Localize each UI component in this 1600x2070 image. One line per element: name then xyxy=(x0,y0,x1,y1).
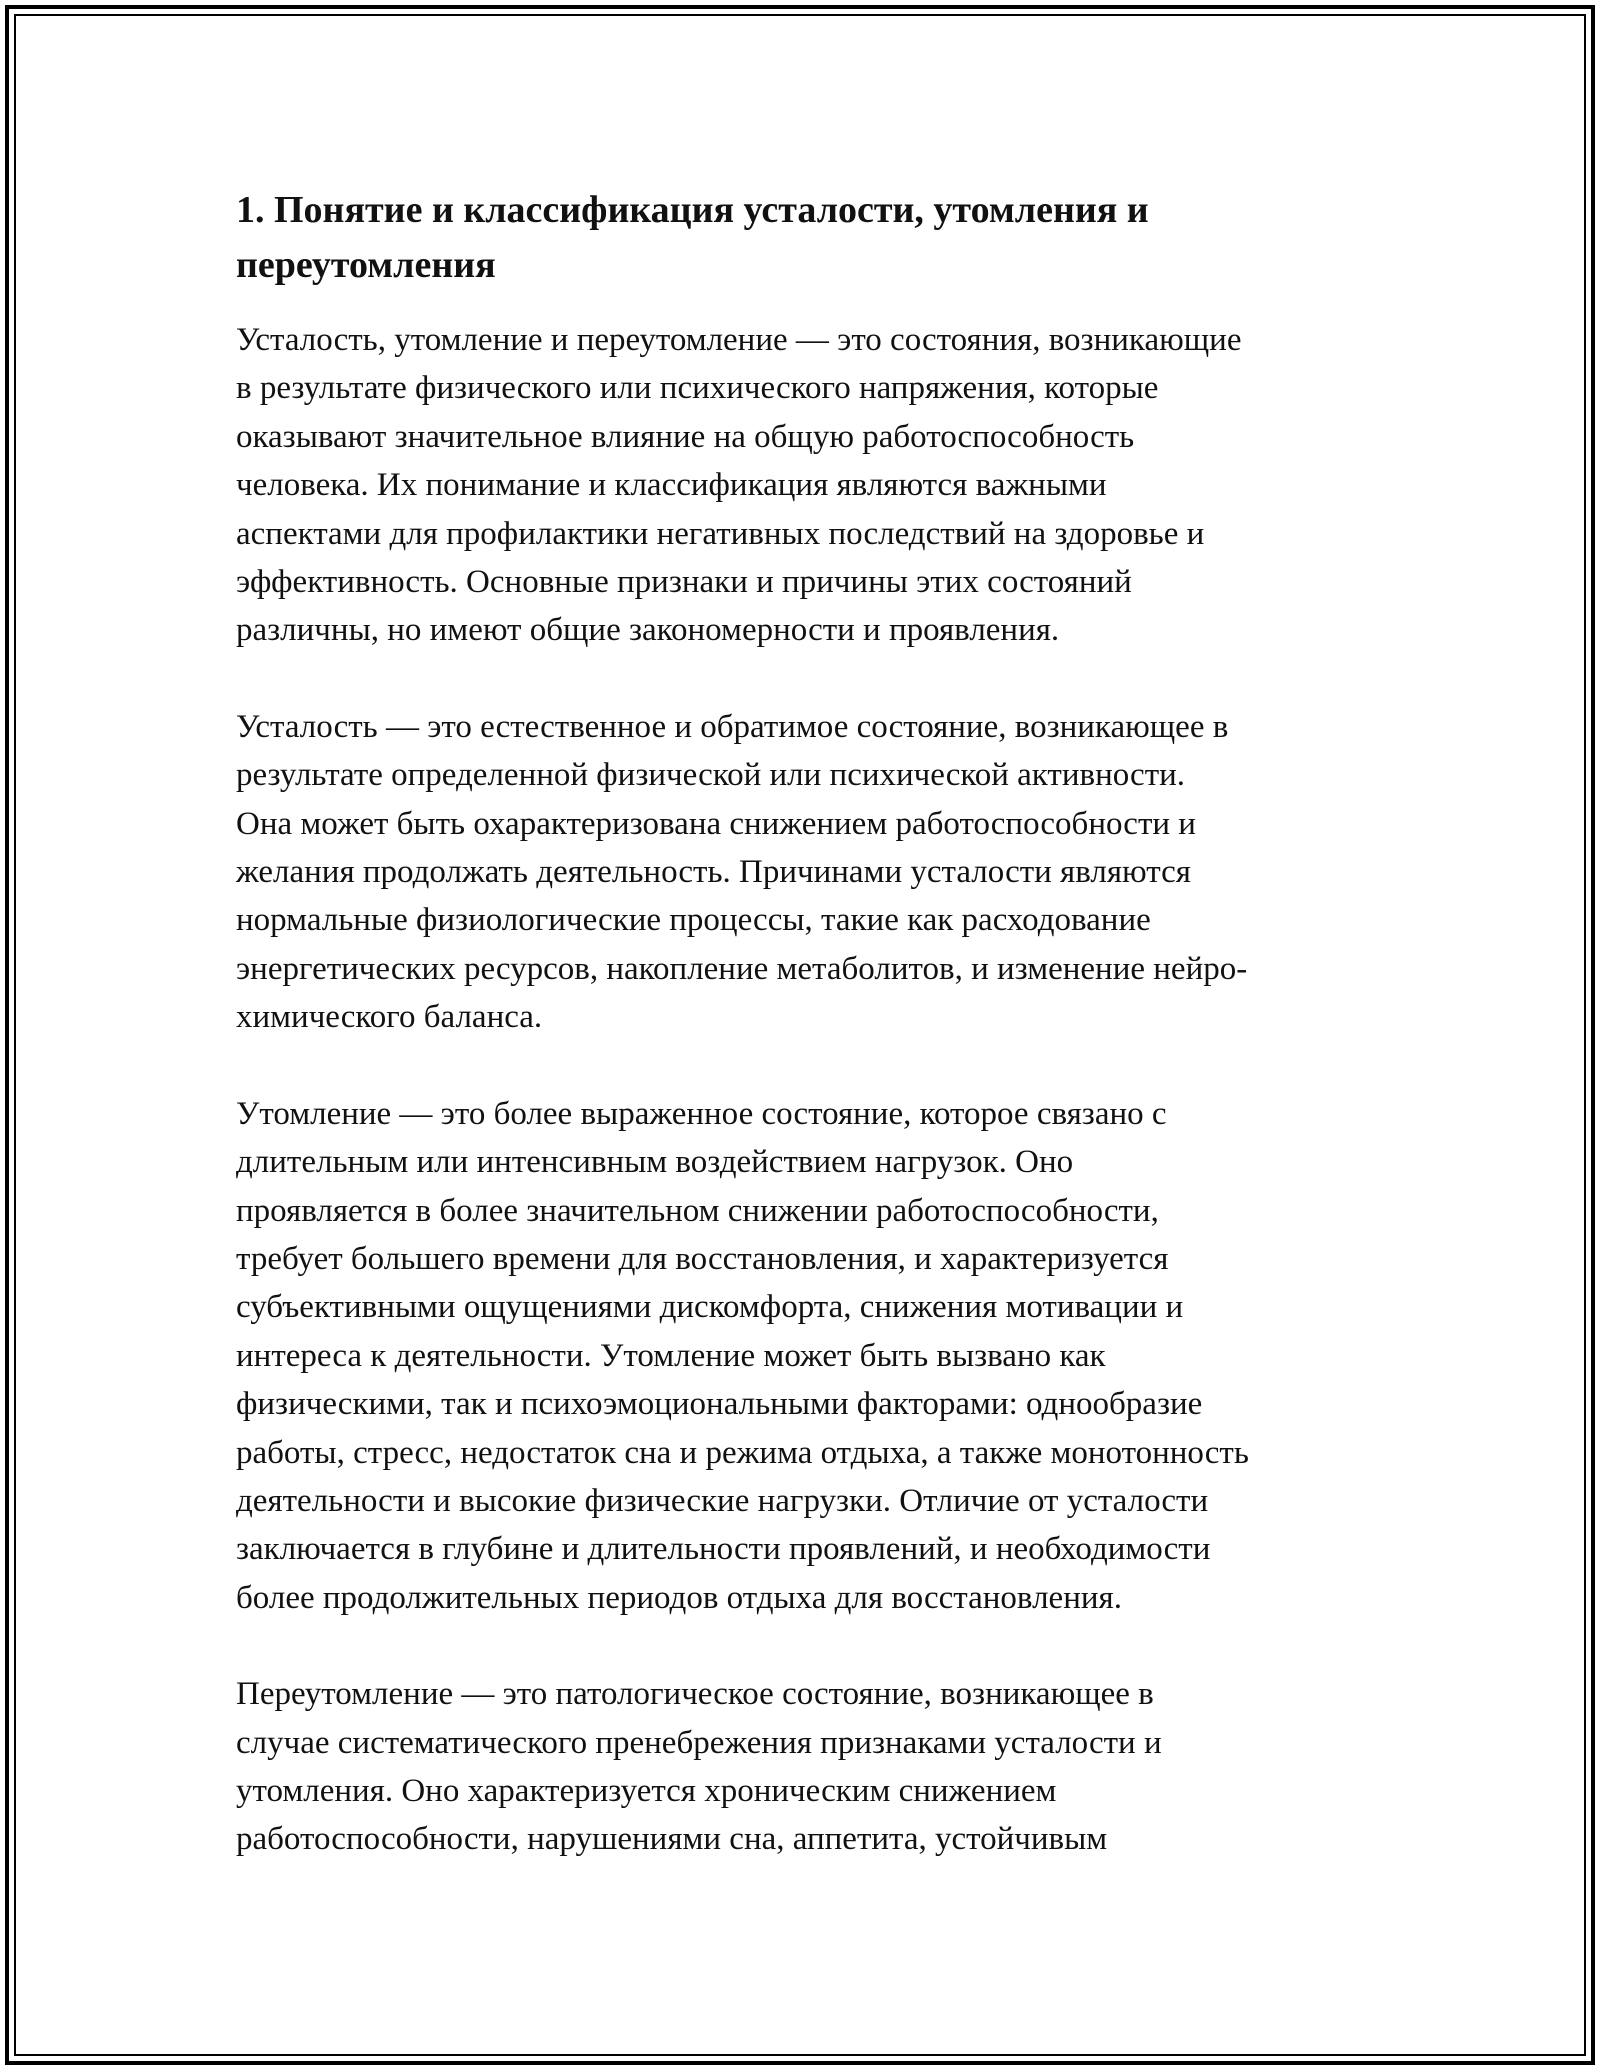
document-body xyxy=(236,183,1376,1864)
paragraph-overwork: Переутомление — это патологическое состояние, возникающее в случае систематического пренебрежения признаками усталости и утомления. Оно характеризуется хроническим снижением работоспособности, нарушениями сна, аппетита, устойчивым xyxy=(236,1676,1162,1858)
paragraph-tiredness: Утомление — это более выраженное состояние, которое связано с длительным или интенсивным воздействием нагрузок. Оно проявляется в более значительном снижении работоспособности, требует большего времени для восстановления, и характеризуется субъективными ощущениями дискомфорта, снижения мотивации и интереса к деятельности. Утомление может быть вызвано как физическими, так и психоэмоциональными факторами: однообразие работы, стресс, недостаток сна и режима отдыха, а также монотонность деятельности и высокие физические нагрузки. Отличие от усталости заключается в глубине и длительности проявлений, и необходимости более продолжительных периодов отдыха для восстановления. xyxy=(236,1095,1249,1616)
section-heading: 1. Понятие и классификация усталости, утомления и переутомления xyxy=(236,189,1149,286)
paragraph-intro: Усталость, утомление и переутомление — это состояния, возникающие в результате физического или психического напряжения, которые оказывают значительное влияние на общую работоспособность человека. Их понимание и классификация являются важными аспектами для профилактики негативных последствий на здоровье и эффективность. Основные признаки и причины этих состояний различны, но имеют общие закономерности и проявления. xyxy=(236,322,1242,649)
paragraph-fatigue: Усталость — это естественное и обратимое состояние, возникающее в результате определенной физической или психической активности. Она может быть охарактеризована снижением работоспособности и желания продолжать деятельность. Причинами усталости являются нормальные физиологические процессы, такие как расходование энергетических ресурсов, накопление метаболитов, и изменение нейро- химического баланса. xyxy=(236,708,1248,1036)
